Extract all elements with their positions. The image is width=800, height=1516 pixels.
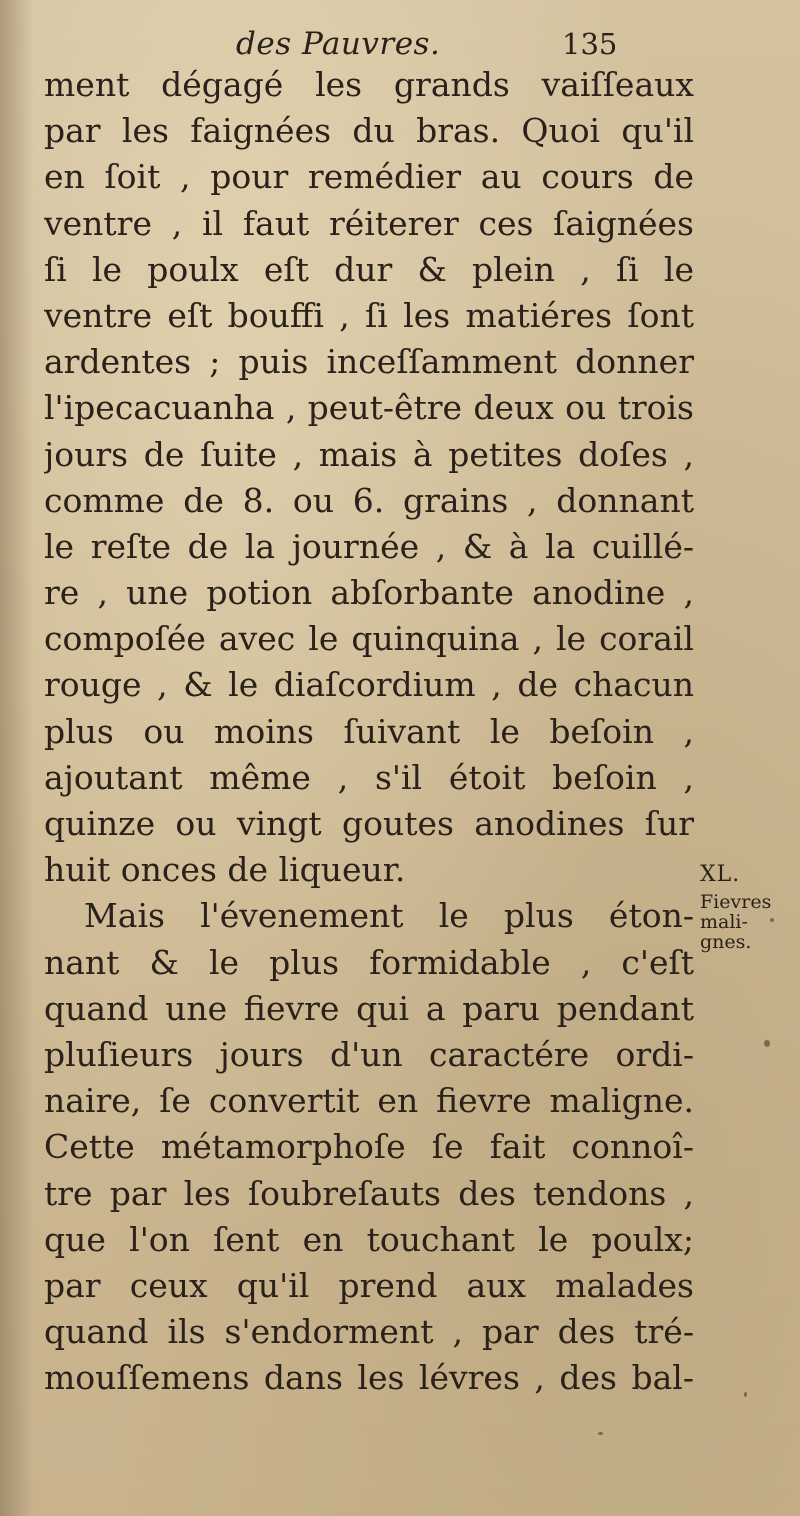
text-line: que l'on ſent en touchant le poulx; (44, 1219, 694, 1259)
paper-speck (598, 1432, 603, 1435)
body-text (44, 62, 694, 1401)
text-line: huit onces de liqueur. (44, 850, 406, 890)
text-line: tre par les ſoubreſauts des tendons , (44, 1173, 694, 1213)
paper-speck (764, 1040, 770, 1047)
text-line: plus ou moins ſuivant le beſoin , (44, 711, 694, 751)
text-line: re , une potion abſorbante anodine , (44, 573, 694, 613)
text-line: ardentes ; puis inceſſamment donner (44, 342, 694, 382)
paper-speck (744, 1392, 747, 1397)
margin-note-line: mali- (700, 911, 748, 933)
text-line: comme de 8. ou 6. grains , donnant (44, 480, 694, 520)
text-line: quinze ou vingt goutes anodines ſur (44, 804, 694, 843)
margin-note-line: gnes. (700, 931, 752, 953)
text-line: naire, ſe convertit en fievre maligne. (44, 1081, 694, 1121)
text-line: Mais l'évenement le plus éton- (84, 896, 694, 936)
text-line: pluſieurs jours d'un caractére ordi- (44, 1034, 694, 1074)
text-line: ventre eſt bouffi , ſi les matiéres ſont (44, 295, 694, 335)
text-line: quand ils s'endorment , par des tré- (44, 1312, 694, 1352)
running-title: des Pauvres. (236, 26, 441, 62)
page-header (0, 24, 800, 64)
text-line: ajoutant même , s'il étoit beſoin , (44, 757, 694, 797)
text-line: mouſſemens dans les lévres , des bal- (44, 1358, 694, 1398)
page-number: 135 (562, 27, 618, 61)
text-line: par les faignées du bras. Quoi qu'il (44, 111, 694, 151)
margin-note (700, 864, 792, 952)
text-line: l'ipecacuanha , peut-être deux ou trois (44, 388, 694, 428)
text-line: ſi le poulx eſt dur & plein , ſi le (44, 249, 694, 289)
text-line: quand une fievre qui a paru pendant (44, 988, 694, 1028)
text-line: compoſée avec le quinquina , le corail (44, 619, 694, 659)
margin-note-line: Fievres (700, 891, 772, 913)
text-line: nant & le plus formidable , c'eſt (44, 942, 694, 982)
margin-note-number: XL. (700, 862, 741, 887)
text-line: le reſte de la journée , & à la cuillé- (44, 526, 694, 566)
text-line: Cette métamorphoſe ſe fait connoî- (44, 1127, 694, 1167)
text-line: ment dégagé les grands vaiſſeaux (44, 65, 694, 104)
text-line: par ceux qu'il prend aux malades (44, 1265, 694, 1305)
text-line: rouge , & le diaſcordium , de chacun (44, 665, 694, 705)
binding-shadow (0, 0, 34, 1516)
paper-speck (770, 918, 774, 922)
text-line: jours de ſuite , mais à petites doſes , (44, 434, 694, 474)
text-line: en ſoit , pour remédier au cours de (44, 157, 694, 197)
text-line: ventre , il faut réiterer ces ſaignées (44, 203, 694, 243)
